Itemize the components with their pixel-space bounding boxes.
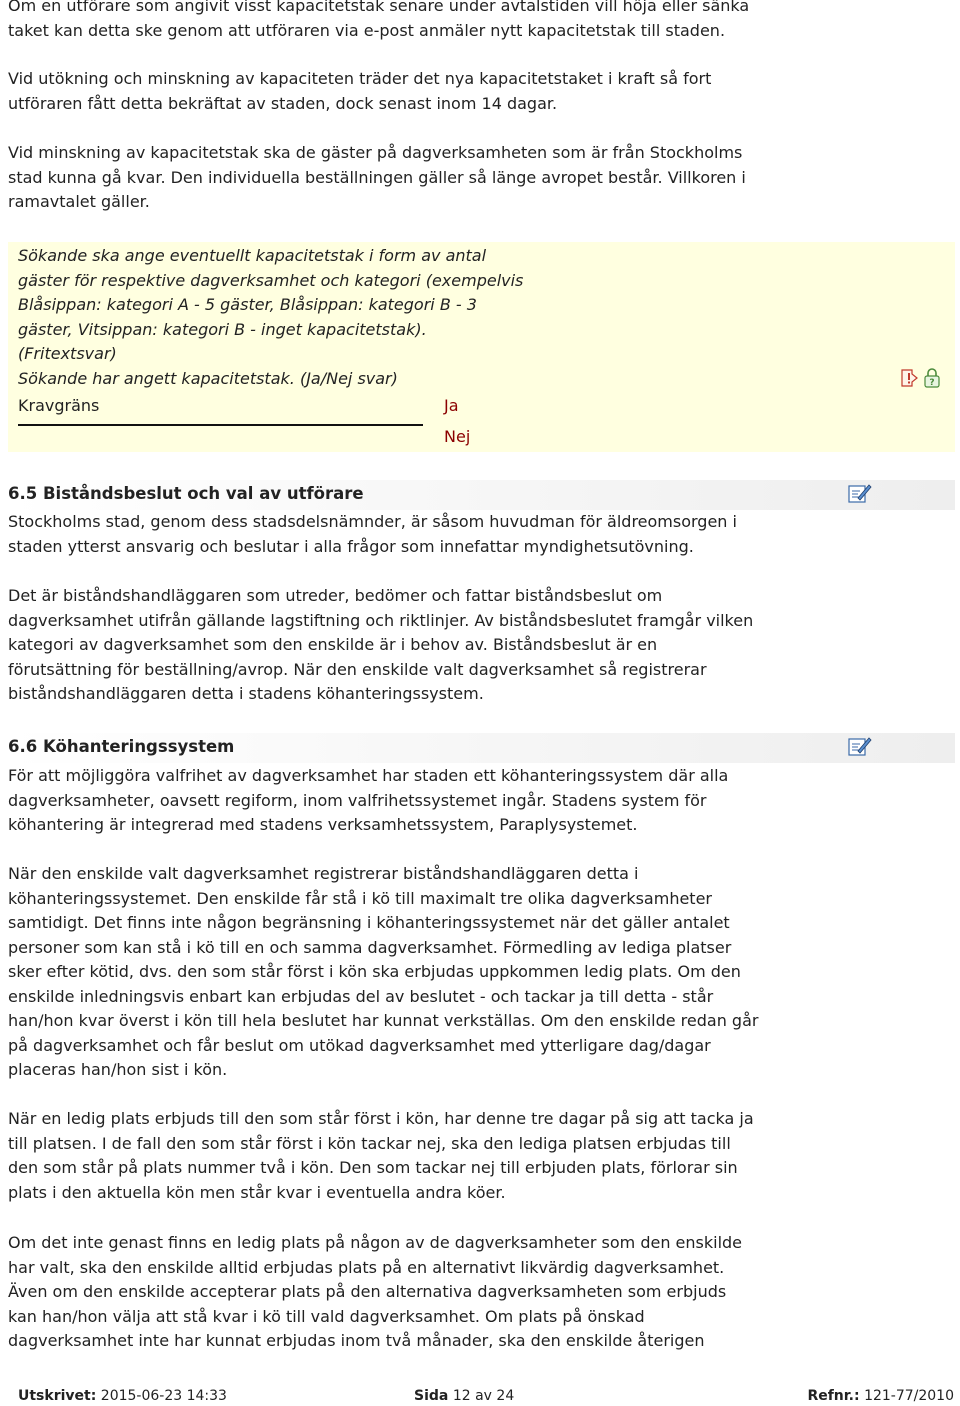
intro-paragraph-1: Om en utförare som angivit visst kapacitetstak senare under avtalstiden vill höja eller sänka taket kan detta ske genom att utföraren via e-post anmäler nytt kapacitetstak till staden. (8, 0, 750, 40)
lock-help-icon (923, 368, 941, 388)
footer-printed: Utskrivet: 2015-06-23 14:33 (18, 1388, 227, 1404)
intro-paragraph-2: Vid utökning och minskning av kapaciteten träder det nya kapacitetstaket i kraft så fort utföraren fått detta bekräftat av staden, dock senast inom 14 dagar. (8, 69, 712, 113)
requirement-icons (899, 368, 941, 388)
requirement-text: Sökande ska ange eventuellt kapacitetstak i form av antal gäster för respektive dagverksamhet och kategori (exempelvis Blåsippan: kategori A - 5 gäster, Blåsippan: kategori B - 3 gäster, Vitsippan: kategori B - inget kapacitetstak). (Fritextsvar) Sökande har angett kapacitetstak. (Ja/Nej svar) (18, 246, 524, 388)
requirement-label: Kravgräns (18, 396, 100, 415)
section-6-5-paragraph-2: Det är biståndshandläggaren som utreder, bedömer och fattar biståndsbeslut om dagverksamhet utifrån gällande lagstiftning och riktlinjer. Av biståndsbeslutet framgår vilken kategori av dagverksamhet som den enskilde är i behov av. Biståndsbeslut är en förutsättning för beställning/avrop. När den enskilde valt dagverksamhet så registrerar biståndshandläggaren detta i stadens köhanteringssystem. (8, 586, 754, 703)
section-6-6-paragraph-3: När en ledig plats erbjuds till den som står först i kön, har denne tre dagar på sig att tacka ja till platsen. I de fall den som står först i kön tackar nej, ska den lediga platsen erbjudas till den som står på plats nummer två i kön. Den som tackar nej till erbjuden plats, förlorar sin plats i den aktuella kön men står kvar i eventuella andra köer. (8, 1109, 754, 1202)
footer-reference: Refnr.: 121-77/2010 (807, 1388, 954, 1404)
section-title: 6.5 Biståndsbeslut och val av utförare (8, 484, 364, 503)
requirement-divider (18, 424, 423, 426)
svg-text:?: ? (929, 378, 935, 388)
page-footer (0, 1380, 960, 1406)
section-6-6-paragraph-4: Om det inte genast finns en ledig plats på någon av de dagverksamheter som den enskilde har valt, ska den enskilde alltid erbjudas plats på en alternativt likvärdig dagverksamhet. Även om den enskilde accepterar plats på den alternativa dagverksamheten som erbjuds kan han/hon välja att stå kvar i kö till vald dagverksamhet. Om plats på önskad dagverksamhet inte har kunnat erbjudas inom två månader, ska den enskilde återigen (8, 1233, 743, 1350)
section-header-6-5 (8, 480, 955, 510)
requirement-box (8, 242, 955, 452)
requirement-option-no: Nej (444, 427, 471, 446)
intro-paragraph-3: Vid minskning av kapacitetstak ska de gäster på dagverksamheten som är från Stockholms stad kunna gå kvar. Den individuella beställningen gäller så länge avropet består. Villkoren i ramavtalet gäller. (8, 143, 746, 211)
warning-icon (899, 368, 919, 388)
section-title: 6.6 Köhanteringssystem (8, 737, 235, 756)
section-6-6-paragraph-2: När den enskilde valt dagverksamhet registrerar biståndshandläggaren detta i köhanteringssystemet. Den enskilde får stå i kö till maximalt tre olika dagverksamheter samtidigt. Det finns inte någon begränsning i köhanteringssystemet när det gäller antalet personer som kan stå i kö till en och samma dagverksamhet. Förmedling av lediga platser sker efter kötid, dvs. den som står först i kön ska erbjudas uppkommen ledig plats. Om den enskilde inledningsvis enbart kan erbjudas del av beslutet - och tackar ja till detta - står han/hon kvar överst i kön till hela beslutet har kunnat verkställas. Om den enskilde redan går på dagverksamhet och får beslut om utökad dagverksamhet med ytterligare dag/dagar placeras han/hon sist i kön. (8, 864, 759, 1079)
edit-icon[interactable] (848, 482, 872, 508)
section-6-5-paragraph-1: Stockholms stad, genom dess stadsdelsnämnder, är såsom huvudman för äldreomsorgen i staden ytterst ansvarig och beslutar i alla frågor som innefattar myndighetsutövning. (8, 512, 737, 556)
requirement-option-yes: Ja (444, 396, 459, 415)
footer-page-number: Sida 12 av 24 (414, 1388, 515, 1404)
section-6-6-paragraph-1: För att möjliggöra valfrihet av dagverksamhet har staden ett köhanteringssystem där alla dagverksamheter, oavsett regiform, inom valfrihetssystemet ingår. Stadens system för köhantering är integrerad med stadens verksamhetssystem, Paraplysystemet. (8, 766, 729, 834)
edit-icon[interactable] (848, 735, 872, 761)
section-header-6-6 (8, 733, 955, 763)
